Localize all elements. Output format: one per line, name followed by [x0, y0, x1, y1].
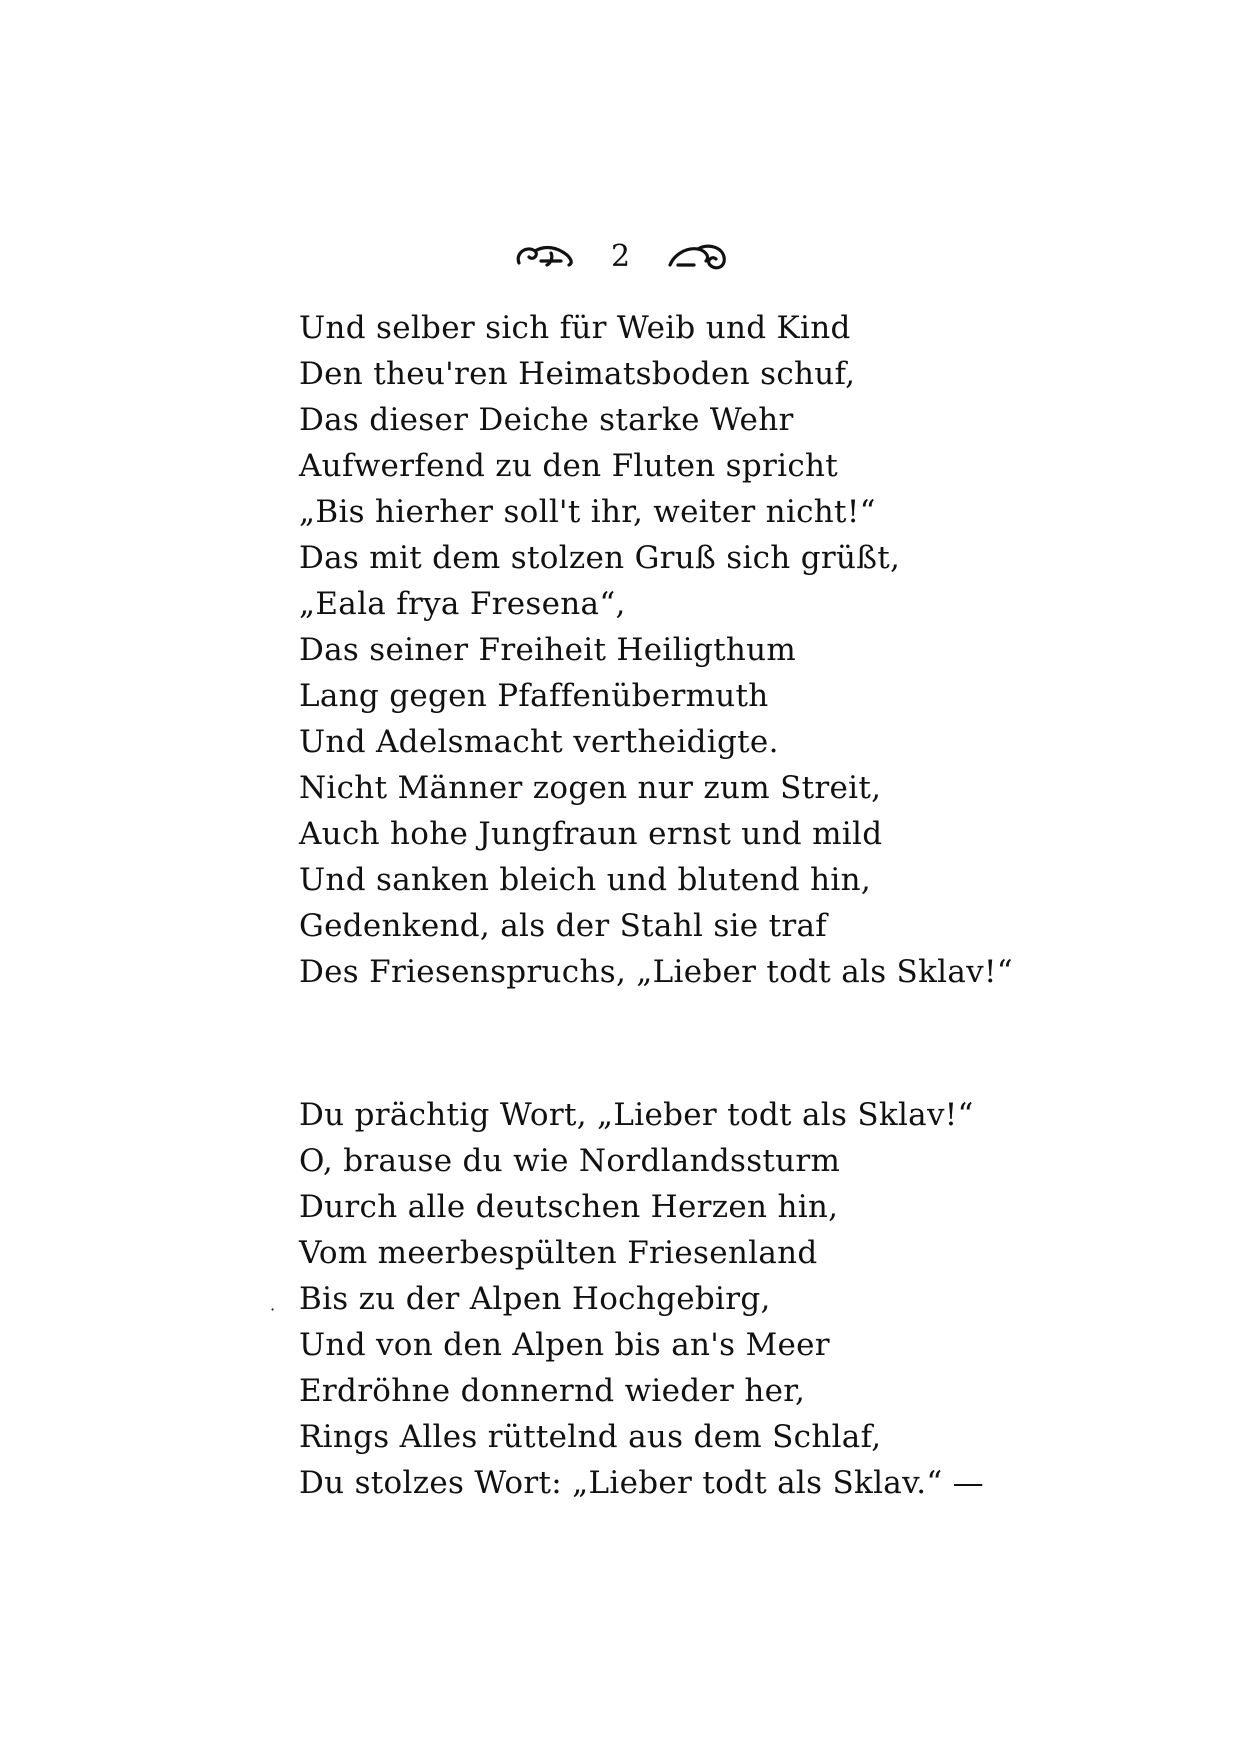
- left-flourish-icon: [511, 237, 577, 277]
- stanza-1: [299, 305, 1013, 995]
- poem-line: Gedenkend, als der Stahl sie traf: [299, 908, 827, 944]
- poem-line: Das dieser Deiche starke Wehr: [299, 402, 794, 438]
- poem-line: Und Adelsmacht vertheidigte.: [299, 724, 779, 760]
- poem-line: Durch alle deutschen Herzen hin,: [299, 1189, 839, 1225]
- poem-line: Nicht Männer zogen nur zum Streit,: [299, 770, 882, 806]
- poem-line: Bis zu der Alpen Hochgebirg,: [299, 1281, 771, 1317]
- poem-line: Und sanken bleich und blutend hin,: [299, 862, 872, 898]
- poem-line: „Eala frya Fresena“,: [299, 586, 626, 622]
- poem-line: Rings Alles rüttelnd aus dem Schlaf,: [299, 1419, 882, 1455]
- stray-ink-mark: ·: [270, 1300, 276, 1319]
- poem-line: Aufwerfend zu den Fluten spricht: [299, 448, 839, 484]
- poem-line: Das seiner Freiheit Heiligthum: [299, 632, 797, 668]
- poem-line: O, brause du wie Nordlandssturm: [299, 1143, 841, 1179]
- poem-line: Lang gegen Pfaffenübermuth: [299, 678, 769, 714]
- poem-line: Vom meerbespülten Friesenland: [299, 1235, 818, 1271]
- poem-line: „Bis hierher soll't ihr, weiter nicht!“: [299, 494, 876, 530]
- stanza-2: [299, 1092, 984, 1506]
- poem-line: Erdröhne donnernd wieder her,: [299, 1373, 806, 1409]
- page-number: 2: [610, 239, 631, 274]
- poem-line: Den theu'ren Heimatsboden schuf,: [299, 356, 856, 392]
- right-flourish-icon: [664, 237, 730, 277]
- poem-line: Des Friesenspruchs, „Lieber todt als Sklav!“: [299, 954, 1013, 990]
- poem-line: Und selber sich für Weib und Kind: [299, 310, 851, 346]
- poem-line: Du prächtig Wort, „Lieber todt als Sklav!“: [299, 1097, 974, 1133]
- poem-line: Du stolzes Wort: „Lieber todt als Sklav.“ —: [299, 1465, 984, 1501]
- poem-line: Das mit dem stolzen Gruß sich grüßt,: [299, 540, 901, 576]
- poem-line: Auch hohe Jungfraun ernst und mild: [299, 816, 883, 852]
- page-header: [0, 232, 1241, 282]
- poem-line: Und von den Alpen bis an's Meer: [299, 1327, 830, 1363]
